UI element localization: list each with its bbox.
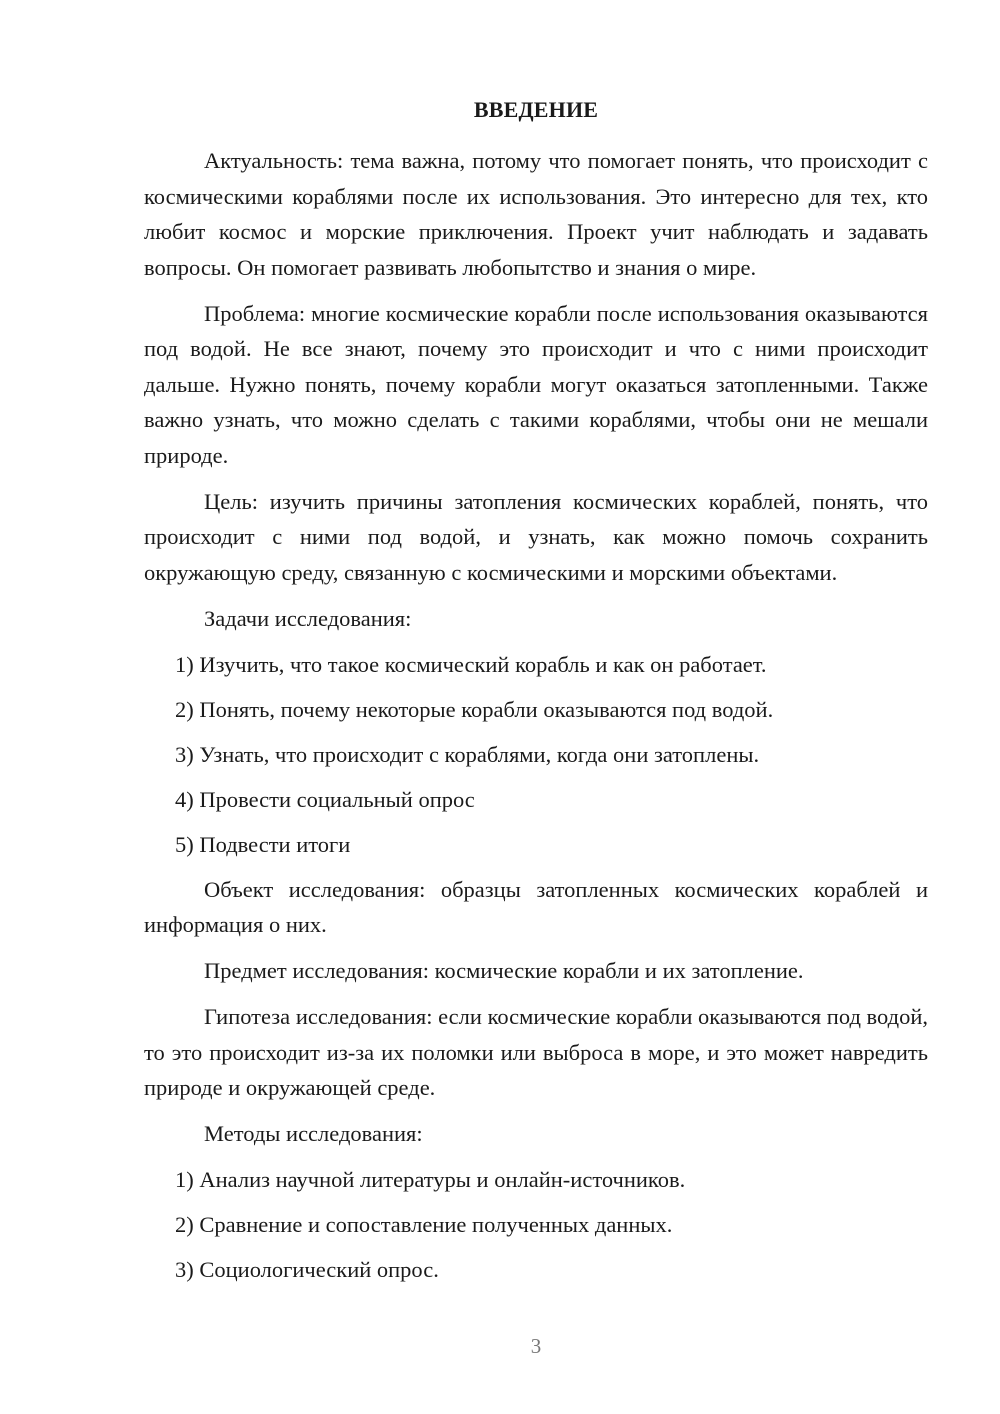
problem-paragraph: Проблема: многие космические корабли после использования оказываются под водой. Не все знают, почему это происходит и что с ними происходит дальше. Нужно понять, почему корабли могут оказаться затопленными. Также важно узнать, что можно сделать с такими кораблями, чтобы они не мешали природе. — [144, 300, 928, 468]
object-paragraph: Объект исследования: образцы затопленных космических кораблей и информация о них. — [144, 876, 928, 937]
tasks-list — [144, 647, 928, 863]
method-item: 3) Социологический опрос. — [175, 1257, 439, 1282]
method-item: 1) Анализ научной литературы и онлайн-источников. — [175, 1167, 686, 1192]
task-item: 5) Подвести итоги — [175, 831, 351, 857]
methods-list — [144, 1162, 928, 1288]
task-item: 1) Изучить, что такое космический корабль и как он работает. — [175, 651, 767, 677]
relevance-paragraph: Актуальность: тема важна, потому что помогает понять, что происходит с космическими кораблями после их использования. Это интересно для тех, кто любит космос и морские приключения. Проект учит наблюдать и задавать вопросы. Он помогает развивать любопытство и знания о мире. — [144, 148, 928, 280]
task-item: 2) Понять, почему некоторые корабли оказываются под водой. — [175, 696, 774, 722]
page-number: 3 — [530, 1334, 542, 1358]
tasks-heading: Задачи исследования: — [204, 605, 412, 631]
task-item: 3) Узнать, что происходит с кораблями, когда они затоплены. — [175, 741, 760, 767]
task-item: 4) Провести социальный опрос — [175, 786, 475, 812]
methods-heading: Методы исследования: — [204, 1121, 423, 1146]
body-text — [144, 143, 928, 1297]
subject-paragraph: Предмет исследования: космические корабли и их затопление. — [204, 958, 804, 983]
hypothesis-paragraph: Гипотеза исследования: если космические корабли оказываются под водой, то это происходит из-за их поломки или выброса в море, и это может навредить природе и окружающей среде. — [144, 1004, 928, 1100]
goal-paragraph: Цель: изучить причины затопления космических кораблей, понять, что происходит с ними под водой, и узнать, как можно помочь сохранить окружающую среду, связанную с космическими и морскими объектами. — [144, 488, 928, 585]
section-title: ВВЕДЕНИЕ — [473, 97, 599, 122]
method-item: 2) Сравнение и сопоставление полученных данных. — [175, 1212, 673, 1237]
